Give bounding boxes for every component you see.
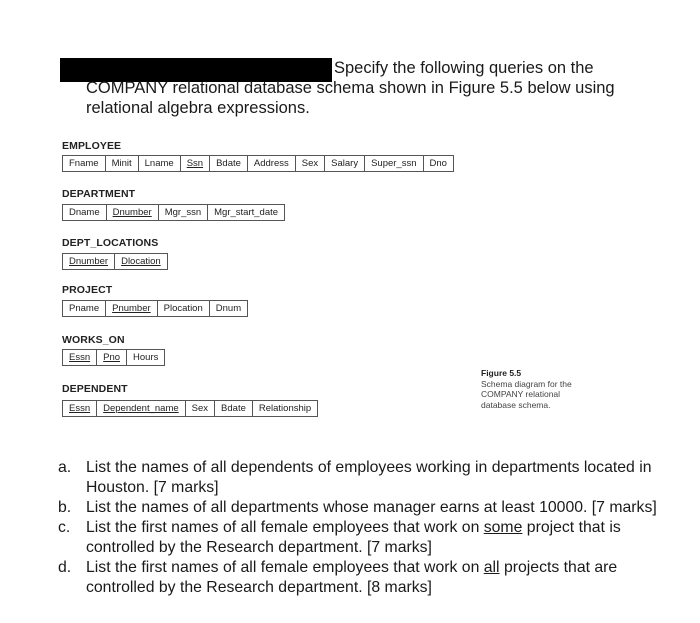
figure-caption-line-1: Schema diagram for the: [481, 378, 572, 389]
question-marker: a.: [58, 459, 72, 476]
attribute-cell: Dlocation: [115, 254, 168, 269]
relation-title-dependent: DEPENDENT: [62, 383, 128, 395]
attribute-cell: Mgr_start_date: [208, 205, 285, 220]
attribute-cell: Minit: [106, 156, 139, 171]
question-marker: d.: [58, 559, 72, 576]
relation-title-project: PROJECT: [62, 284, 113, 296]
attribute-cell: Dno: [424, 156, 454, 171]
relation-row-employee: [62, 155, 454, 172]
question-text: [86, 518, 678, 558]
question-list: [58, 458, 678, 598]
relation-row-works-on: [62, 349, 165, 366]
relation-row-dependent: [62, 400, 318, 417]
question-text-part: List the first names of all female employees that work on: [86, 559, 484, 576]
relation-title-dept-locations: DEPT_LOCATIONS: [62, 237, 159, 249]
attribute-cell: Pno: [97, 350, 127, 365]
question-item: [58, 558, 678, 598]
question-text-part: projects that are controlled by the Research department. [8 marks]: [86, 559, 618, 596]
question-text-part: List the names of all departments whose manager earns at least 10000. [7 marks]: [86, 499, 657, 516]
attribute-cell: Dependent_name: [97, 401, 186, 416]
figure-number: Figure 5.5: [481, 368, 522, 378]
question-text: [86, 498, 678, 518]
question-text-part: project that is controlled by the Research department. [7 marks]: [86, 519, 621, 556]
question-text-part: List the names of all dependents of employees working in departments located in Houston. [7 marks]: [86, 459, 652, 496]
relation-title-employee: EMPLOYEE: [62, 140, 122, 152]
attribute-cell: Hours: [127, 350, 165, 365]
question-item: [58, 498, 678, 518]
relation-row-department: [62, 204, 285, 221]
intro-line-2: COMPANY relational database schema shown in Figure 5.5 below using: [86, 79, 615, 97]
relation-row-dept-locations: [62, 253, 168, 270]
figure-caption-line-3: database schema.: [481, 399, 551, 410]
intro-paragraph: [86, 58, 676, 118]
attribute-cell: Relationship: [253, 401, 318, 416]
attribute-cell: Ssn: [181, 156, 210, 171]
relation-row-project: [62, 300, 248, 317]
attribute-cell: Sex: [186, 401, 215, 416]
attribute-cell: Plocation: [158, 301, 210, 316]
emphasis-text: all: [483, 559, 500, 576]
relation-title-works-on: WORKS_ON: [62, 334, 125, 346]
attribute-cell: Pnumber: [106, 301, 158, 316]
attribute-cell: Address: [248, 156, 296, 171]
attribute-cell: Dnumber: [63, 254, 115, 269]
attribute-cell: Dnum: [210, 301, 248, 316]
attribute-cell: Bdate: [215, 401, 253, 416]
attribute-cell: Dname: [63, 205, 107, 220]
question-text: [86, 458, 678, 498]
question-item: [58, 458, 678, 498]
attribute-cell: Mgr_ssn: [159, 205, 208, 220]
attribute-cell: Salary: [325, 156, 365, 171]
attribute-cell: Dnumber: [107, 205, 159, 220]
relation-title-department: DEPARTMENT: [62, 188, 136, 200]
figure-caption-line-2: COMPANY relational: [481, 389, 561, 399]
intro-line-1: Specify the following queries on the: [334, 59, 594, 77]
question-text-part: List the first names of all female employees that work on: [86, 519, 484, 536]
attribute-cell: Essn: [63, 401, 97, 416]
attribute-cell: Super_ssn: [365, 156, 423, 171]
attribute-cell: Essn: [63, 350, 97, 365]
attribute-cell: Lname: [139, 156, 181, 171]
attribute-cell: Bdate: [210, 156, 248, 171]
question-item: [58, 518, 678, 558]
question-marker: c.: [58, 519, 71, 536]
attribute-cell: Fname: [63, 156, 106, 171]
attribute-cell: Pname: [63, 301, 106, 316]
question-marker: b.: [58, 499, 72, 516]
attribute-cell: Sex: [296, 156, 325, 171]
emphasis-text: some: [483, 519, 523, 536]
question-text: [86, 558, 678, 598]
figure-caption: [481, 368, 611, 410]
intro-line-3: relational algebra expressions.: [86, 99, 310, 117]
